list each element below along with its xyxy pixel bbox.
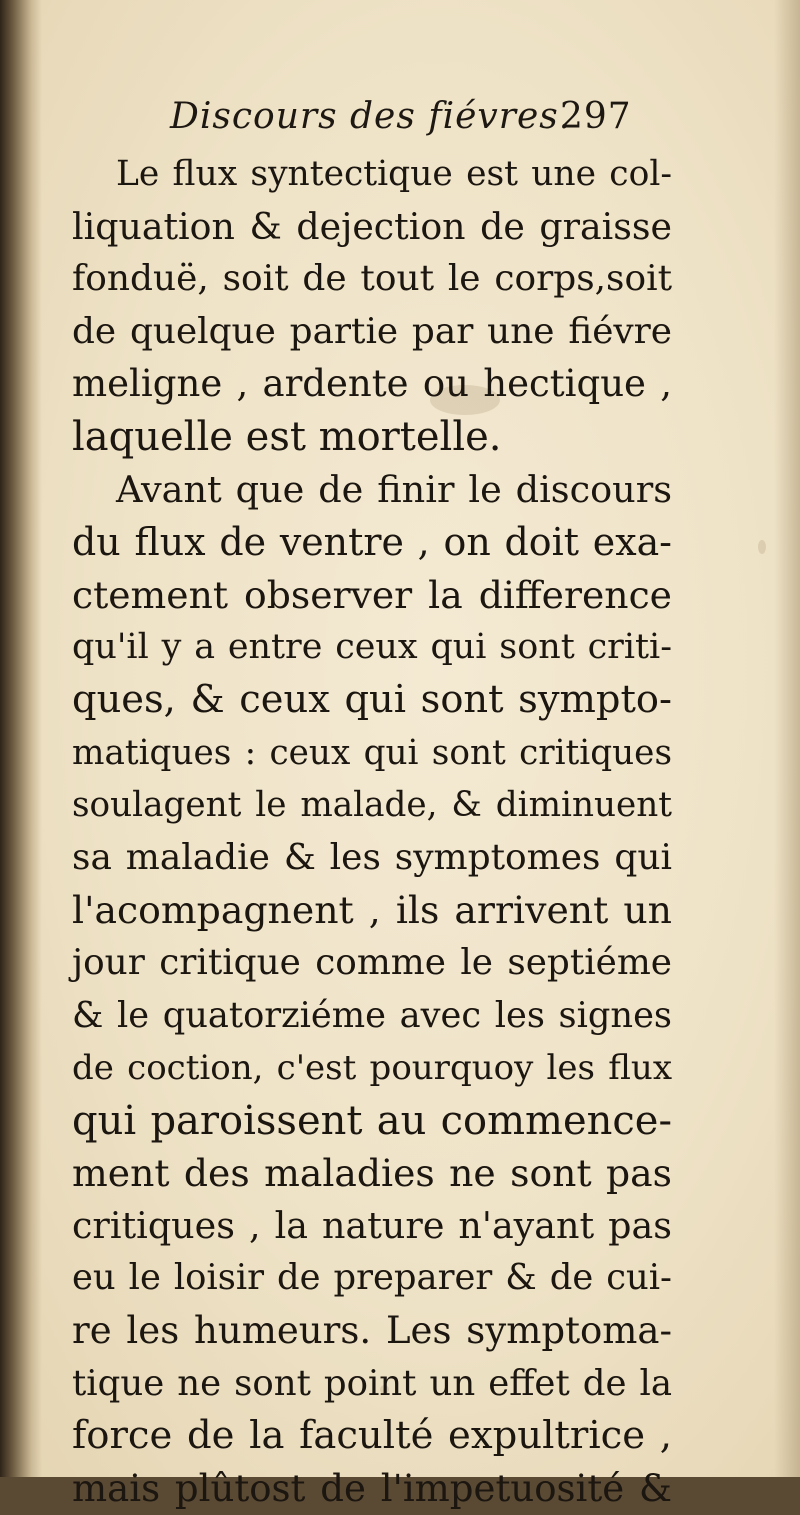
running-title: Discours des fiévres. xyxy=(170,96,572,137)
text-line: ctement observer la difference xyxy=(72,572,672,617)
text-line: liquation & dejection de graisse xyxy=(72,204,672,248)
body-text xyxy=(72,148,672,1515)
binding-gutter xyxy=(0,0,42,1477)
text-line: jour critique comme le septiéme xyxy=(72,941,672,983)
text-line: sa maladie & les symptomes qui xyxy=(72,836,672,878)
text-line: de quelque partie par une fiévre xyxy=(72,310,672,352)
text-line: re les humeurs. Les symptoma- xyxy=(72,1309,672,1353)
text-line: ques, & ceux qui sont sympto- xyxy=(72,676,672,722)
text-line: Avant que de finir le discours xyxy=(116,467,672,511)
text-line: meligne , ardente ou hectique , xyxy=(72,362,672,406)
text-line: qu'il y a entre ceux qui sont criti- xyxy=(72,627,672,668)
text-line: du flux de ventre , on doit exa- xyxy=(72,520,672,565)
text-line: matiques : ceux qui sont critiques xyxy=(72,732,672,773)
text-line: eu le loisir de preparer & de cui- xyxy=(72,1257,672,1299)
text-line: force de la faculté expultrice , xyxy=(72,1413,672,1459)
text-line: tique ne sont point un effet de la xyxy=(72,1362,672,1404)
page-header xyxy=(170,88,690,148)
text-line: Le flux syntectique est une col- xyxy=(116,154,672,194)
text-line: de coction, c'est pourquoy les flux xyxy=(72,1048,672,1089)
page-edge xyxy=(774,0,800,1477)
text-line: fonduë, soit de tout le corps,soit xyxy=(72,258,672,300)
text-line: mais plûtost de l'impetuosité & xyxy=(72,1466,672,1510)
text-line: & le quatorziéme avec les signes xyxy=(72,994,672,1036)
paper-stain xyxy=(758,540,766,554)
text-line: ment des maladies ne sont pas xyxy=(72,1151,672,1196)
text-line: soulagent le malade, & diminuent xyxy=(72,785,672,826)
text-line: qui paroissent au commence- xyxy=(72,1097,672,1144)
text-line: critiques , la nature n'ayant pas xyxy=(72,1203,672,1247)
text-line: laquelle est mortelle. xyxy=(72,413,502,460)
page-number: 297 xyxy=(560,96,632,137)
text-line: l'acompagnent , ils arrivent un xyxy=(72,888,672,933)
